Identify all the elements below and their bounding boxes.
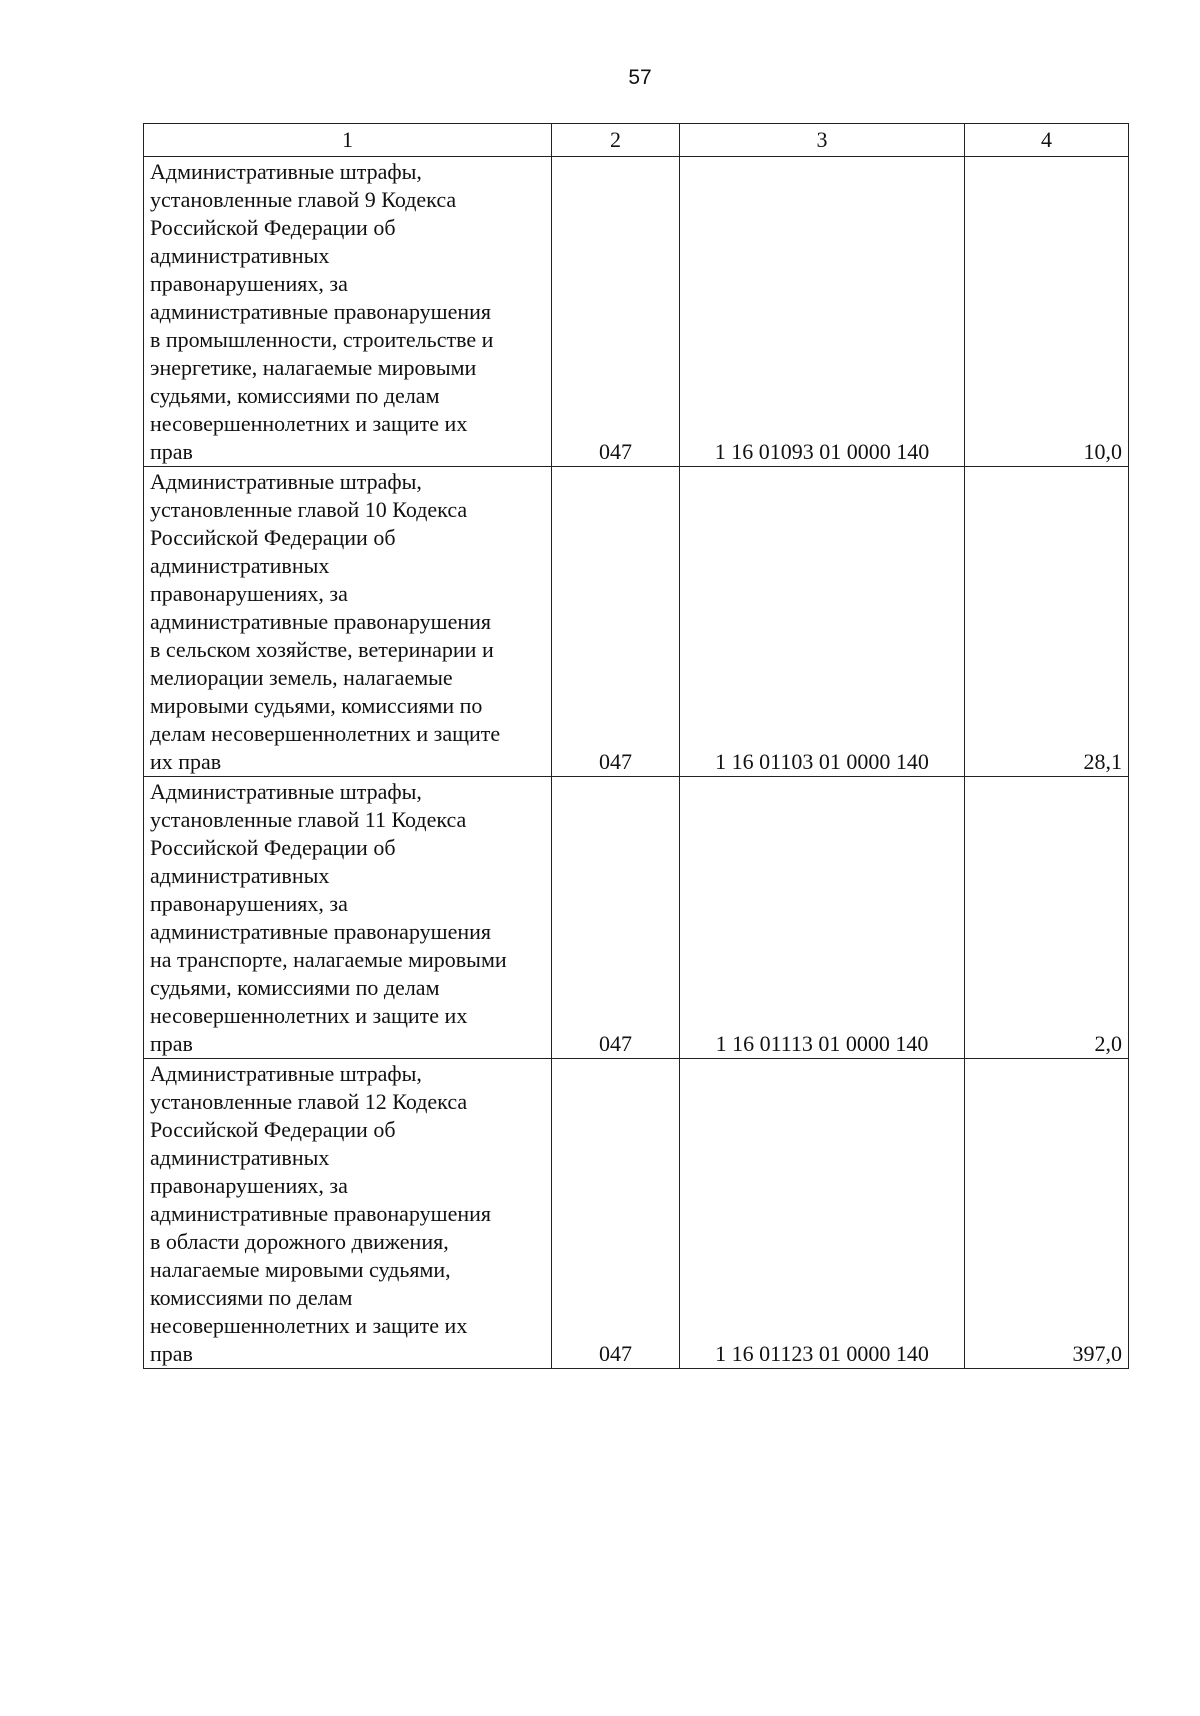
description-line: налагаемые мировыми судьями, xyxy=(150,1257,451,1282)
description-line: несовершеннолетних и защите их xyxy=(150,1313,468,1338)
row-kbk-code: 1 16 01113 01 0000 140 xyxy=(680,777,965,1059)
description-line: несовершеннолетних и защите их xyxy=(150,411,468,436)
description-line: их прав xyxy=(150,749,222,774)
description-line: Административные штрафы, xyxy=(150,469,422,494)
description-line: мелиорации земель, налагаемые xyxy=(150,665,453,690)
description-line: правонарушениях, за xyxy=(150,271,348,296)
header-cell-4: 4 xyxy=(965,124,1129,157)
description-line: Российской Федерации об xyxy=(150,1117,396,1142)
description-line: установленные главой 11 Кодекса xyxy=(150,807,467,832)
row-description xyxy=(144,157,552,467)
row-admin-code: 047 xyxy=(552,467,680,777)
row-amount: 10,0 xyxy=(965,157,1129,467)
description-line: в промышленности, строительстве и xyxy=(150,327,494,352)
description-line: судьями, комиссиями по делам xyxy=(150,383,440,408)
table-row xyxy=(144,1059,1129,1369)
row-admin-code: 047 xyxy=(552,157,680,467)
description-line: административные правонарушения xyxy=(150,1201,492,1226)
header-cell-2: 2 xyxy=(552,124,680,157)
table-header-row xyxy=(144,124,1129,157)
description-line: установленные главой 10 Кодекса xyxy=(150,497,468,522)
row-amount: 2,0 xyxy=(965,777,1129,1059)
description-line: административные правонарушения xyxy=(150,609,492,634)
description-line: судьями, комиссиями по делам xyxy=(150,975,440,1000)
description-line: административных xyxy=(150,863,330,888)
row-description xyxy=(144,1059,552,1369)
description-line: Российской Федерации об xyxy=(150,215,396,240)
table-row xyxy=(144,157,1129,467)
description-line: административные правонарушения xyxy=(150,299,492,324)
description-line: административных xyxy=(150,1145,330,1170)
description-line: несовершеннолетних и защите их xyxy=(150,1003,468,1028)
row-admin-code: 047 xyxy=(552,777,680,1059)
description-line: мировыми судьями, комиссиями по xyxy=(150,693,483,718)
description-line: правонарушениях, за xyxy=(150,581,348,606)
header-cell-1: 1 xyxy=(144,124,552,157)
description-line: установленные главой 9 Кодекса xyxy=(150,187,457,212)
description-line: прав xyxy=(150,1341,193,1366)
description-line: на транспорте, налагаемые мировыми xyxy=(150,947,507,972)
description-line: административных xyxy=(150,243,330,268)
row-kbk-code: 1 16 01123 01 0000 140 xyxy=(680,1059,965,1369)
row-description xyxy=(144,467,552,777)
description-line: прав xyxy=(150,1031,193,1056)
table-body xyxy=(144,124,1129,1369)
description-line: правонарушениях, за xyxy=(150,891,348,916)
row-kbk-code: 1 16 01103 01 0000 140 xyxy=(680,467,965,777)
table-row xyxy=(144,467,1129,777)
row-admin-code: 047 xyxy=(552,1059,680,1369)
page-number: 57 xyxy=(628,66,652,89)
description-line: административные правонарушения xyxy=(150,919,492,944)
description-line: Административные штрафы, xyxy=(150,779,422,804)
row-kbk-code: 1 16 01093 01 0000 140 xyxy=(680,157,965,467)
description-line: административных xyxy=(150,553,330,578)
table-row xyxy=(144,777,1129,1059)
description-line: прав xyxy=(150,439,193,464)
description-line: делам несовершеннолетних и защите xyxy=(150,721,501,746)
description-line: в сельском хозяйстве, ветеринарии и xyxy=(150,637,494,662)
budget-revenue-table xyxy=(143,123,1129,1369)
description-line: комиссиями по делам xyxy=(150,1285,353,1310)
row-amount: 28,1 xyxy=(965,467,1129,777)
row-amount: 397,0 xyxy=(965,1059,1129,1369)
description-line: Административные штрафы, xyxy=(150,1061,422,1086)
description-line: Административные штрафы, xyxy=(150,159,422,184)
description-line: установленные главой 12 Кодекса xyxy=(150,1089,468,1114)
header-cell-3: 3 xyxy=(680,124,965,157)
description-line: правонарушениях, за xyxy=(150,1173,348,1198)
row-description xyxy=(144,777,552,1059)
description-line: Российской Федерации об xyxy=(150,525,396,550)
description-line: энергетике, налагаемые мировыми xyxy=(150,355,477,380)
description-line: Российской Федерации об xyxy=(150,835,396,860)
description-line: в области дорожного движения, xyxy=(150,1229,449,1254)
